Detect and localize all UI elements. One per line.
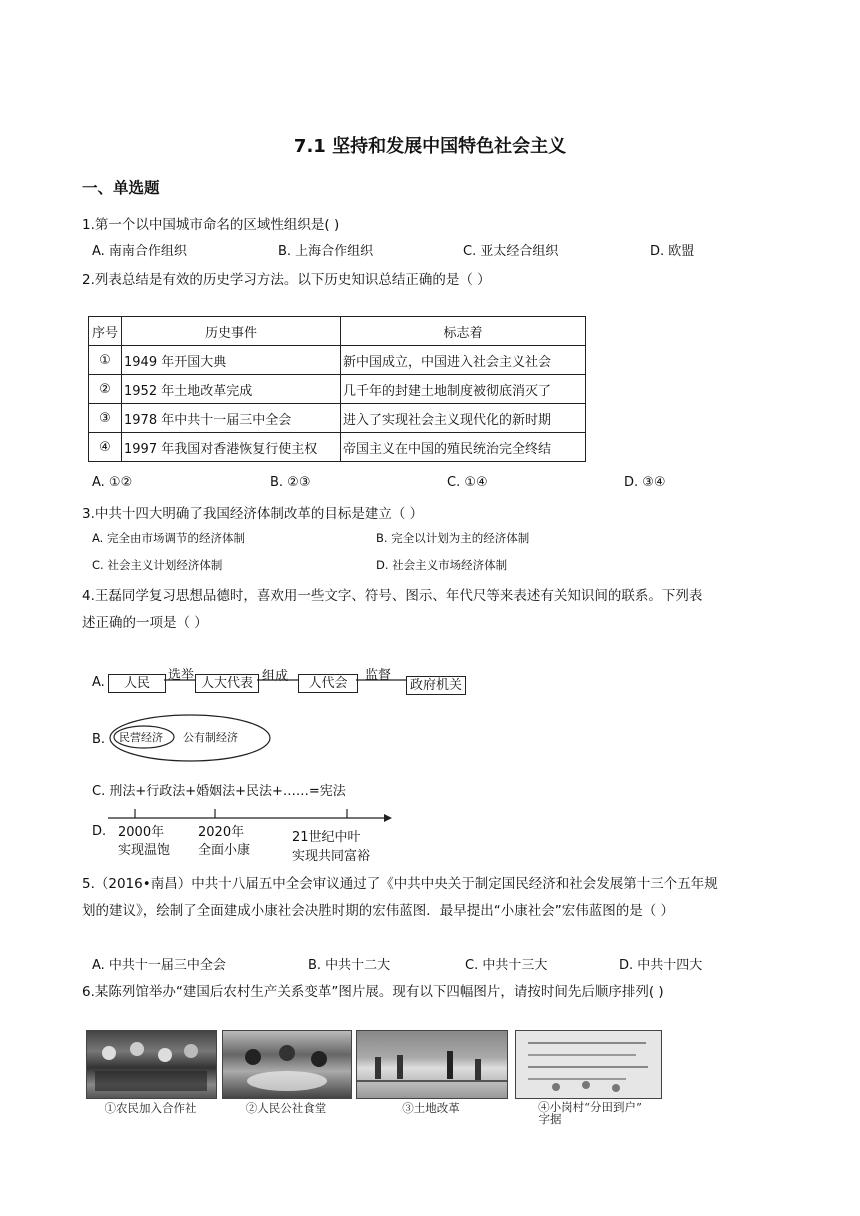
q1-option-b[interactable]: B. 上海合作组织: [278, 244, 374, 259]
question-6-stem: 6.某陈列馆举办“建国后农村生产关系变革”图片展。现有以下四幅图片，请按时间先后顺序排列( ): [82, 984, 664, 1000]
timeline-year: 2020年: [198, 825, 245, 840]
table-cell: 新中国成立，中国进入社会主义社会: [341, 346, 586, 375]
q5-option-c[interactable]: C. 中共十三大: [465, 958, 548, 973]
table-header-row: [89, 317, 586, 346]
photo-commune-canteen: [222, 1030, 352, 1099]
q3-option-d[interactable]: D. 社会主义市场经济体制: [376, 558, 508, 572]
q3-option-c[interactable]: C. 社会主义计划经济体制: [92, 558, 223, 572]
question-1-stem: 1.第一个以中国城市命名的区域性组织是( ): [82, 217, 340, 233]
q4-option-d-letter[interactable]: D.: [92, 824, 107, 839]
q5-option-b[interactable]: B. 中共十二大: [308, 958, 391, 973]
q2-option-b[interactable]: B. ②③: [270, 475, 311, 490]
flow-box-congress: 人代会: [298, 674, 358, 693]
table-cell: ④: [89, 433, 122, 462]
table-cell: 进入了实现社会主义现代化的新时期: [341, 404, 586, 433]
question-5-stem-line1: 5.（2016•南昌）中共十八届五中全会审议通过了《中共中央关于制定国民经济和社会发展第十三个五年规: [82, 876, 718, 892]
table-header-cell: 序号: [89, 317, 122, 346]
timeline-label: 实现共同富裕: [292, 849, 371, 864]
q3-option-a[interactable]: A. 完全由市场调节的经济体制: [92, 531, 245, 545]
caption-cooperative: ①农民加入合作社: [104, 1101, 197, 1115]
photo-land-reform: [356, 1030, 508, 1099]
table-row: [89, 346, 586, 375]
table-cell: ①: [89, 346, 122, 375]
flow-box-people: 人民: [108, 674, 166, 693]
timeline-arrowhead: [384, 814, 392, 822]
question-4-stem-line2: 述正确的一项是（ ）: [82, 615, 208, 631]
question-2-stem: 2.列表总结是有效的历史学习方法。以下历史知识总结正确的是（ ）: [82, 272, 491, 288]
page-title: 7.1 坚持和发展中国特色社会主义: [293, 136, 567, 157]
q2-option-a[interactable]: A. ①②: [92, 475, 133, 490]
q4-option-b-letter[interactable]: B.: [92, 732, 106, 747]
question-4-stem-line1: 4.王磊同学复习思想品德时，喜欢用一些文字、符号、图示、年代尺等来表述有关知识间的联系。下列表: [82, 588, 703, 604]
photo-xiaogang-contract: [515, 1030, 662, 1099]
flow-box-deputies: 人大代表: [195, 674, 259, 693]
photo-figures: [357, 1031, 507, 1098]
question-5-stem-line2: 划的建议》，绘制了全面建成小康社会决胜时期的宏伟蓝图．最早提出“小康社会”宏伟蓝图的是（ ）: [82, 903, 675, 919]
q1-option-a[interactable]: A. 南南合作组织: [92, 244, 187, 259]
table-cell: 几千年的封建土地制度被彻底消灭了: [341, 375, 586, 404]
timeline-year: 21世纪中叶: [292, 830, 361, 845]
table-cell: 1997 年我国对香港恢复行使主权: [122, 433, 341, 462]
table-cell: 1952 年土地改革完成: [122, 375, 341, 404]
section-heading: 一、单选题: [82, 179, 160, 197]
photo-figures: [87, 1031, 216, 1098]
caption-commune-canteen: ②人民公社食堂: [245, 1101, 327, 1115]
q4-option-c[interactable]: C. 刑法+行政法+婚姻法+民法+……=宪法: [92, 784, 346, 799]
q1-option-c[interactable]: C. 亚太经合组织: [463, 244, 559, 259]
table-row: [89, 433, 586, 462]
photo-figures: [223, 1031, 351, 1098]
ellipse-outer-label: 公有制经济: [183, 731, 238, 744]
table-header-cell: 标志着: [341, 317, 586, 346]
q1-option-d[interactable]: D. 欧盟: [650, 244, 695, 259]
photo-document: [516, 1031, 661, 1098]
table-cell: ③: [89, 404, 122, 433]
history-table: [88, 316, 586, 462]
timeline-label: 全面小康: [198, 843, 251, 858]
table-row: [89, 404, 586, 433]
table-header-cell: 历史事件: [122, 317, 341, 346]
q5-option-a[interactable]: A. 中共十一届三中全会: [92, 958, 226, 973]
flow-box-government: 政府机关: [406, 676, 466, 695]
table-cell: 1949 年开国大典: [122, 346, 341, 375]
q3-option-b[interactable]: B. 完全以计划为主的经济体制: [376, 531, 530, 545]
caption-land-reform: ③土地改革: [402, 1101, 460, 1115]
table-cell: 帝国主义在中国的殖民统治完全终结: [341, 433, 586, 462]
table-cell: ②: [89, 375, 122, 404]
table-row: [89, 375, 586, 404]
question-3-stem: 3.中共十四大明确了我国经济体制改革的目标是建立（ ）: [82, 506, 424, 522]
photo-cooperative: [86, 1030, 217, 1099]
flow-label-form: 组成: [262, 669, 289, 684]
flow-label-elect: 选举: [168, 668, 195, 683]
caption-xiaogang-contract-line2: 字据: [538, 1112, 562, 1126]
q2-option-d[interactable]: D. ③④: [624, 475, 666, 490]
caption-xiaogang-contract: ④小岗村“分田到户”: [538, 1100, 642, 1114]
flow-label-supervise: 监督: [365, 668, 392, 683]
table-cell: 1978 年中共十一届三中全会: [122, 404, 341, 433]
q5-option-d[interactable]: D. 中共十四大: [619, 958, 703, 973]
q2-option-c[interactable]: C. ①④: [447, 475, 488, 490]
ellipse-inner-label: 民营经济: [119, 731, 163, 744]
q4-option-a-letter[interactable]: A.: [92, 675, 105, 690]
timeline-year: 2000年: [118, 825, 165, 840]
timeline-label: 实现温饱: [118, 843, 171, 858]
